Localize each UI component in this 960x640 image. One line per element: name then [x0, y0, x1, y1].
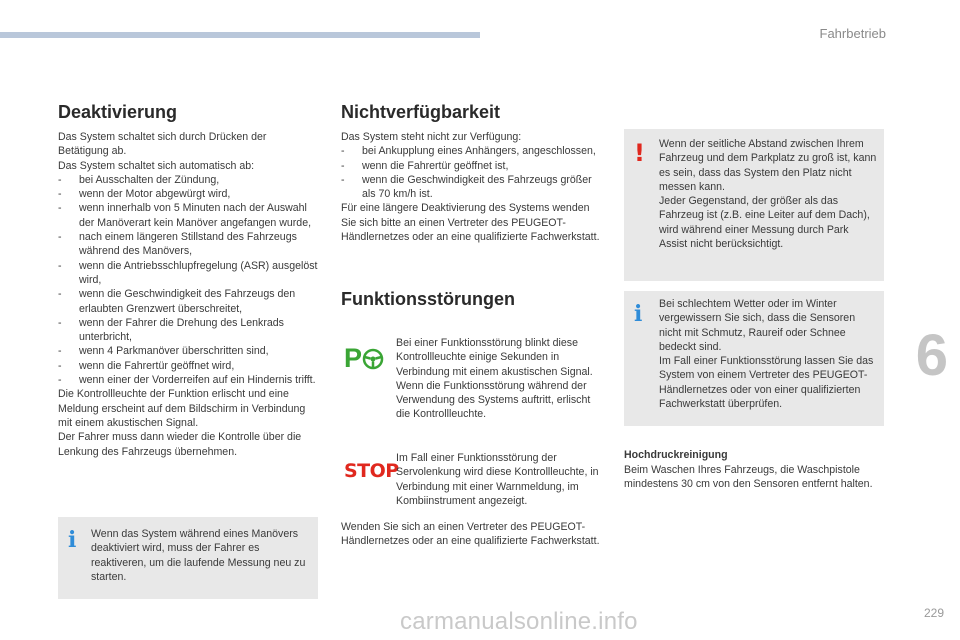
weather-info-box [624, 291, 884, 426]
warning-box-p1: Wenn der seitliche Abstand zwischen Ihrem Fahrzeug und dem Parkplatz zu groß ist, kann es sein, dass das System den Platz nicht messen kann. [659, 138, 877, 193]
warning-icon: ! [634, 139, 645, 167]
warning-box-p2: Jeder Gegenstand, der größer als das Fahrzeug ist (z.B. eine Leiter auf dem Dach), wird während einer Messung durch Park Assist nicht berücksichtigt. [659, 195, 870, 251]
nichtverfuegbarkeit-title: Nichtverfügbarkeit [341, 102, 501, 122]
list-item: - wenn einer der Vorderreifen auf ein Hindernis trifft. [58, 374, 316, 387]
deaktivierung-title: Deaktivierung [58, 102, 178, 122]
stop-icon-text: Im Fall einer Funktionsstörung der Servolenkung wird diese Kontrollleuchte, in Verbindung mit einer Warnmeldung, im Kombiinstrument angezeigt. [396, 452, 599, 507]
list-item: - wenn die Fahrertür geöffnet ist, [341, 159, 509, 172]
list-item: - nach einem längeren Stillstand des Fahrzeugs während des Manövers, [58, 231, 297, 258]
deaktivierung-outro-2: Der Fahrer muss dann wieder die Kontrolle über die Lenkung des Fahrzeugs übernehmen. [58, 431, 302, 458]
page-number: 229 [923, 606, 944, 620]
info-icon: i [634, 301, 643, 327]
weather-box-text [659, 297, 879, 411]
warning-box-text [659, 137, 877, 251]
list-item: - wenn die Geschwindigkeit des Fahrzeugs den erlaubten Grenzwert überschreitet, [58, 288, 296, 315]
nichtverfuegbarkeit-outro: Für eine längere Deaktivierung des Systems wenden Sie sich bitte an einen Vertreter des PEUGEOT-Händlernetzes oder an eine qualifizierte Fachwerkstatt. [341, 202, 600, 244]
deaktivierung-intro-2: Das System schaltet sich automatisch ab: [58, 159, 255, 172]
p-steering-warning-icon [344, 342, 384, 372]
info-icon: i [68, 527, 77, 553]
header-bar [0, 32, 480, 38]
weather-box-p2: Im Fall einer Funktionsstörung lassen Sie das System von einem Vertreter des PEUGEOT-Händlernetzes oder von einer qualifizierten Fachwerkstatt überprüfen. [659, 355, 874, 411]
hochdruck-title: Hochdruckreinigung [624, 449, 728, 461]
funktionsstoerungen-title: Funktionsstörungen [341, 289, 515, 309]
deaktivierung-list [58, 173, 320, 387]
list-item: - wenn die Fahrertür geöffnet wird, [58, 359, 235, 372]
warning-box [624, 129, 884, 281]
section-title: Fahrbetrieb [819, 26, 886, 41]
p-icon-text: Bei einer Funktionsstörung blinkt diese Kontrollleuchte einige Sekunden in Verbindung mit einem akustischen Signal. Wenn die Funktionsstörung während der Verwendung des Systems auftritt, erlischt die Kontrollleuchte. [396, 337, 593, 421]
list-item: - wenn innerhalb von 5 Minuten nach der Auswahl der Manöverart kein Manöver angefangen wurde, [58, 202, 312, 229]
deaktivierung-outro-1: Die Kontrollleuchte der Funktion erlischt und eine Meldung erscheint auf dem Bildschirm in Verbindung mit einem akustischen Signal. [58, 388, 306, 429]
list-item: - wenn die Geschwindigkeit des Fahrzeugs größer als 70 km/h ist. [341, 173, 592, 201]
nichtverfuegbarkeit-list [341, 144, 603, 201]
info-box-text: Wenn das System während eines Manövers deaktiviert wird, muss der Fahrer es reaktiveren, um die laufende Messung neu zu starten. [91, 528, 306, 583]
chapter-number: 6 [915, 323, 948, 388]
nichtverfuegbarkeit-intro: Das System steht nicht zur Verfügung: [341, 131, 522, 143]
deaktivierung-intro-1: Das System schaltet sich durch Drücken der Betätigung ab. [58, 131, 267, 158]
funktionsstoerungen-closing: Wenden Sie sich an einen Vertreter des PEUGEOT-Händlernetzes oder an eine qualifizierte Fachwerkstatt. [341, 521, 600, 548]
list-item: - wenn 4 Parkmanöver überschritten sind, [58, 345, 269, 358]
stop-icon: STOP [344, 460, 399, 482]
weather-box-p1: Bei schlechtem Wetter oder im Winter vergewissern Sie sich, dass die Sensoren nicht mit Schmutz, Raureif oder Schnee bedeckt sind. [659, 298, 856, 353]
watermark: carmanualsonline.info [400, 608, 638, 635]
list-item: - wenn der Motor abgewürgt wird, [58, 188, 231, 201]
deaktivierung-body [58, 130, 320, 459]
list-item: - bei Ausschalten der Zündung, [58, 173, 220, 186]
list-item: - bei Ankupplung eines Anhängers, angeschlossen, [341, 145, 596, 158]
hochdruck-text: Beim Waschen Ihres Fahrzeugs, die Waschpistole mindestens 30 cm von den Sensoren entfernt halten. [624, 464, 873, 491]
nichtverfuegbarkeit-body [341, 130, 603, 244]
list-item: - wenn der Fahrer die Drehung des Lenkrads unterbricht, [58, 316, 284, 344]
info-box-deaktivierung [58, 517, 318, 599]
list-item: - wenn die Antriebsschlupfregelung (ASR) ausgelöst wird, [58, 259, 318, 286]
svg-text:P: P [344, 343, 363, 372]
